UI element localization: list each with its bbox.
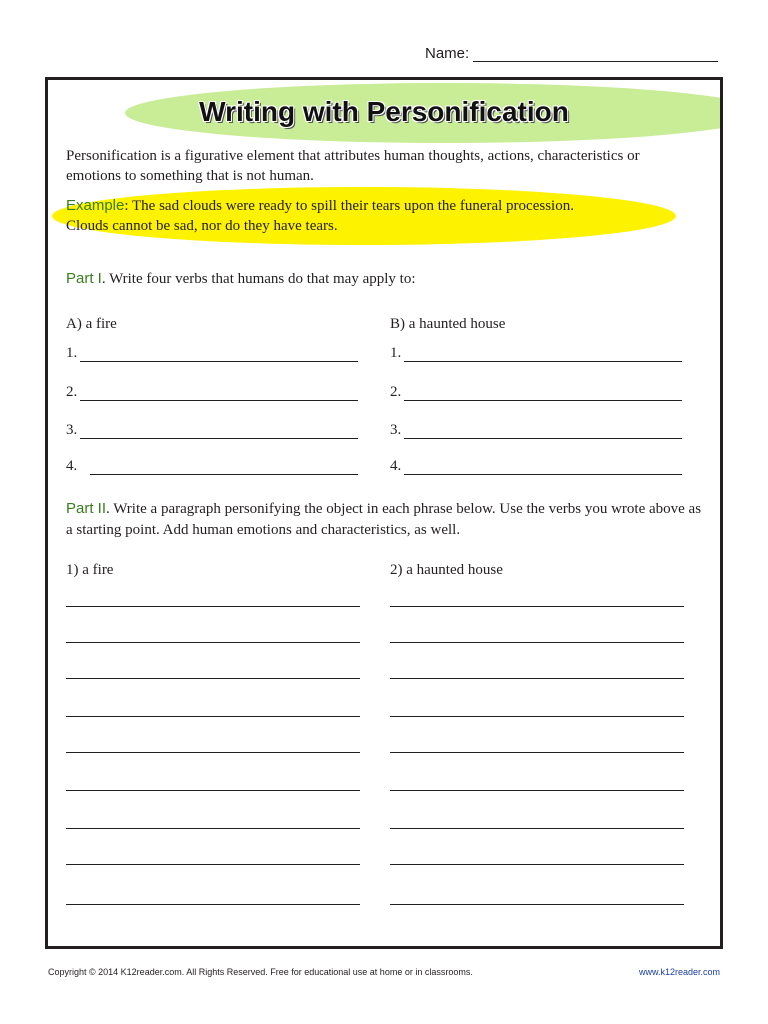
page-title: Writing with Personification (199, 96, 569, 127)
writing-line[interactable] (390, 864, 684, 865)
part2-text: . Write a paragraph personifying the object in each phrase below. Use the verbs you wrote above as a starting point. Add human emotions and characteristics, as well. (66, 501, 702, 538)
part2-heading (66, 498, 706, 541)
footer-copyright: Copyright © 2014 K12reader.com. All Rights Reserved. Free for educational use at home or in classrooms. (48, 967, 473, 977)
writing-line[interactable] (66, 678, 360, 679)
blank-number: 4. (390, 458, 402, 474)
writing-line[interactable] (66, 790, 360, 791)
writing-line[interactable] (390, 606, 684, 607)
example-block (66, 196, 666, 236)
part2-col-b-label: 2) a haunted house (390, 562, 503, 578)
intro-text: Personification is a figurative element that attributes human thoughts, actions, characteristics or emotions to something that is not human. (66, 148, 640, 184)
writing-line[interactable] (66, 864, 360, 865)
worksheet-frame (45, 77, 723, 949)
blank-number: 1. (66, 345, 78, 361)
blank-number: 2. (66, 384, 78, 400)
part1-label: Part I (66, 270, 102, 287)
example-line-2: Clouds cannot be sad, nor do they have tears. (66, 218, 338, 234)
writing-line[interactable] (66, 828, 360, 829)
part1-b-blank[interactable] (390, 345, 682, 362)
part1-a-blank[interactable] (66, 458, 358, 475)
blank-number: 2. (390, 384, 402, 400)
part1-a-blank[interactable] (66, 345, 358, 362)
part2-label: Part II (66, 500, 107, 517)
writing-line[interactable] (390, 752, 684, 753)
example-label: Example (66, 197, 125, 214)
writing-line[interactable] (390, 904, 684, 905)
part1-heading (66, 270, 416, 288)
writing-line[interactable] (66, 752, 360, 753)
part1-a-blank[interactable] (66, 422, 358, 439)
part1-b-blank[interactable] (390, 384, 682, 401)
writing-line[interactable] (66, 904, 360, 905)
part1-b-blank[interactable] (390, 422, 682, 439)
blank-number: 1. (390, 345, 402, 361)
part1-b-blank[interactable] (390, 458, 682, 475)
part1-col-a-label: A) a fire (66, 316, 117, 332)
writing-line[interactable] (390, 642, 684, 643)
part1-a-blank[interactable] (66, 384, 358, 401)
writing-line[interactable] (390, 828, 684, 829)
writing-line[interactable] (390, 678, 684, 679)
name-field[interactable] (425, 45, 718, 62)
writing-line[interactable] (66, 716, 360, 717)
writing-line[interactable] (66, 642, 360, 643)
footer-url[interactable]: www.k12reader.com (638, 967, 720, 977)
blank-number: 3. (390, 422, 402, 438)
writing-line[interactable] (390, 790, 684, 791)
name-line[interactable] (473, 47, 718, 62)
blank-number: 4. (66, 458, 78, 474)
name-label: Name: (425, 45, 470, 62)
part1-text: . Write four verbs that humans do that may apply to: (101, 271, 416, 287)
part2-col-a-label: 1) a fire (66, 562, 114, 578)
writing-line[interactable] (390, 716, 684, 717)
writing-line[interactable] (66, 606, 360, 607)
part1-col-b-label: B) a haunted house (390, 316, 506, 332)
blank-number: 3. (66, 422, 78, 438)
example-line-1: : The sad clouds were ready to spill their tears upon the funeral procession. (124, 198, 574, 214)
